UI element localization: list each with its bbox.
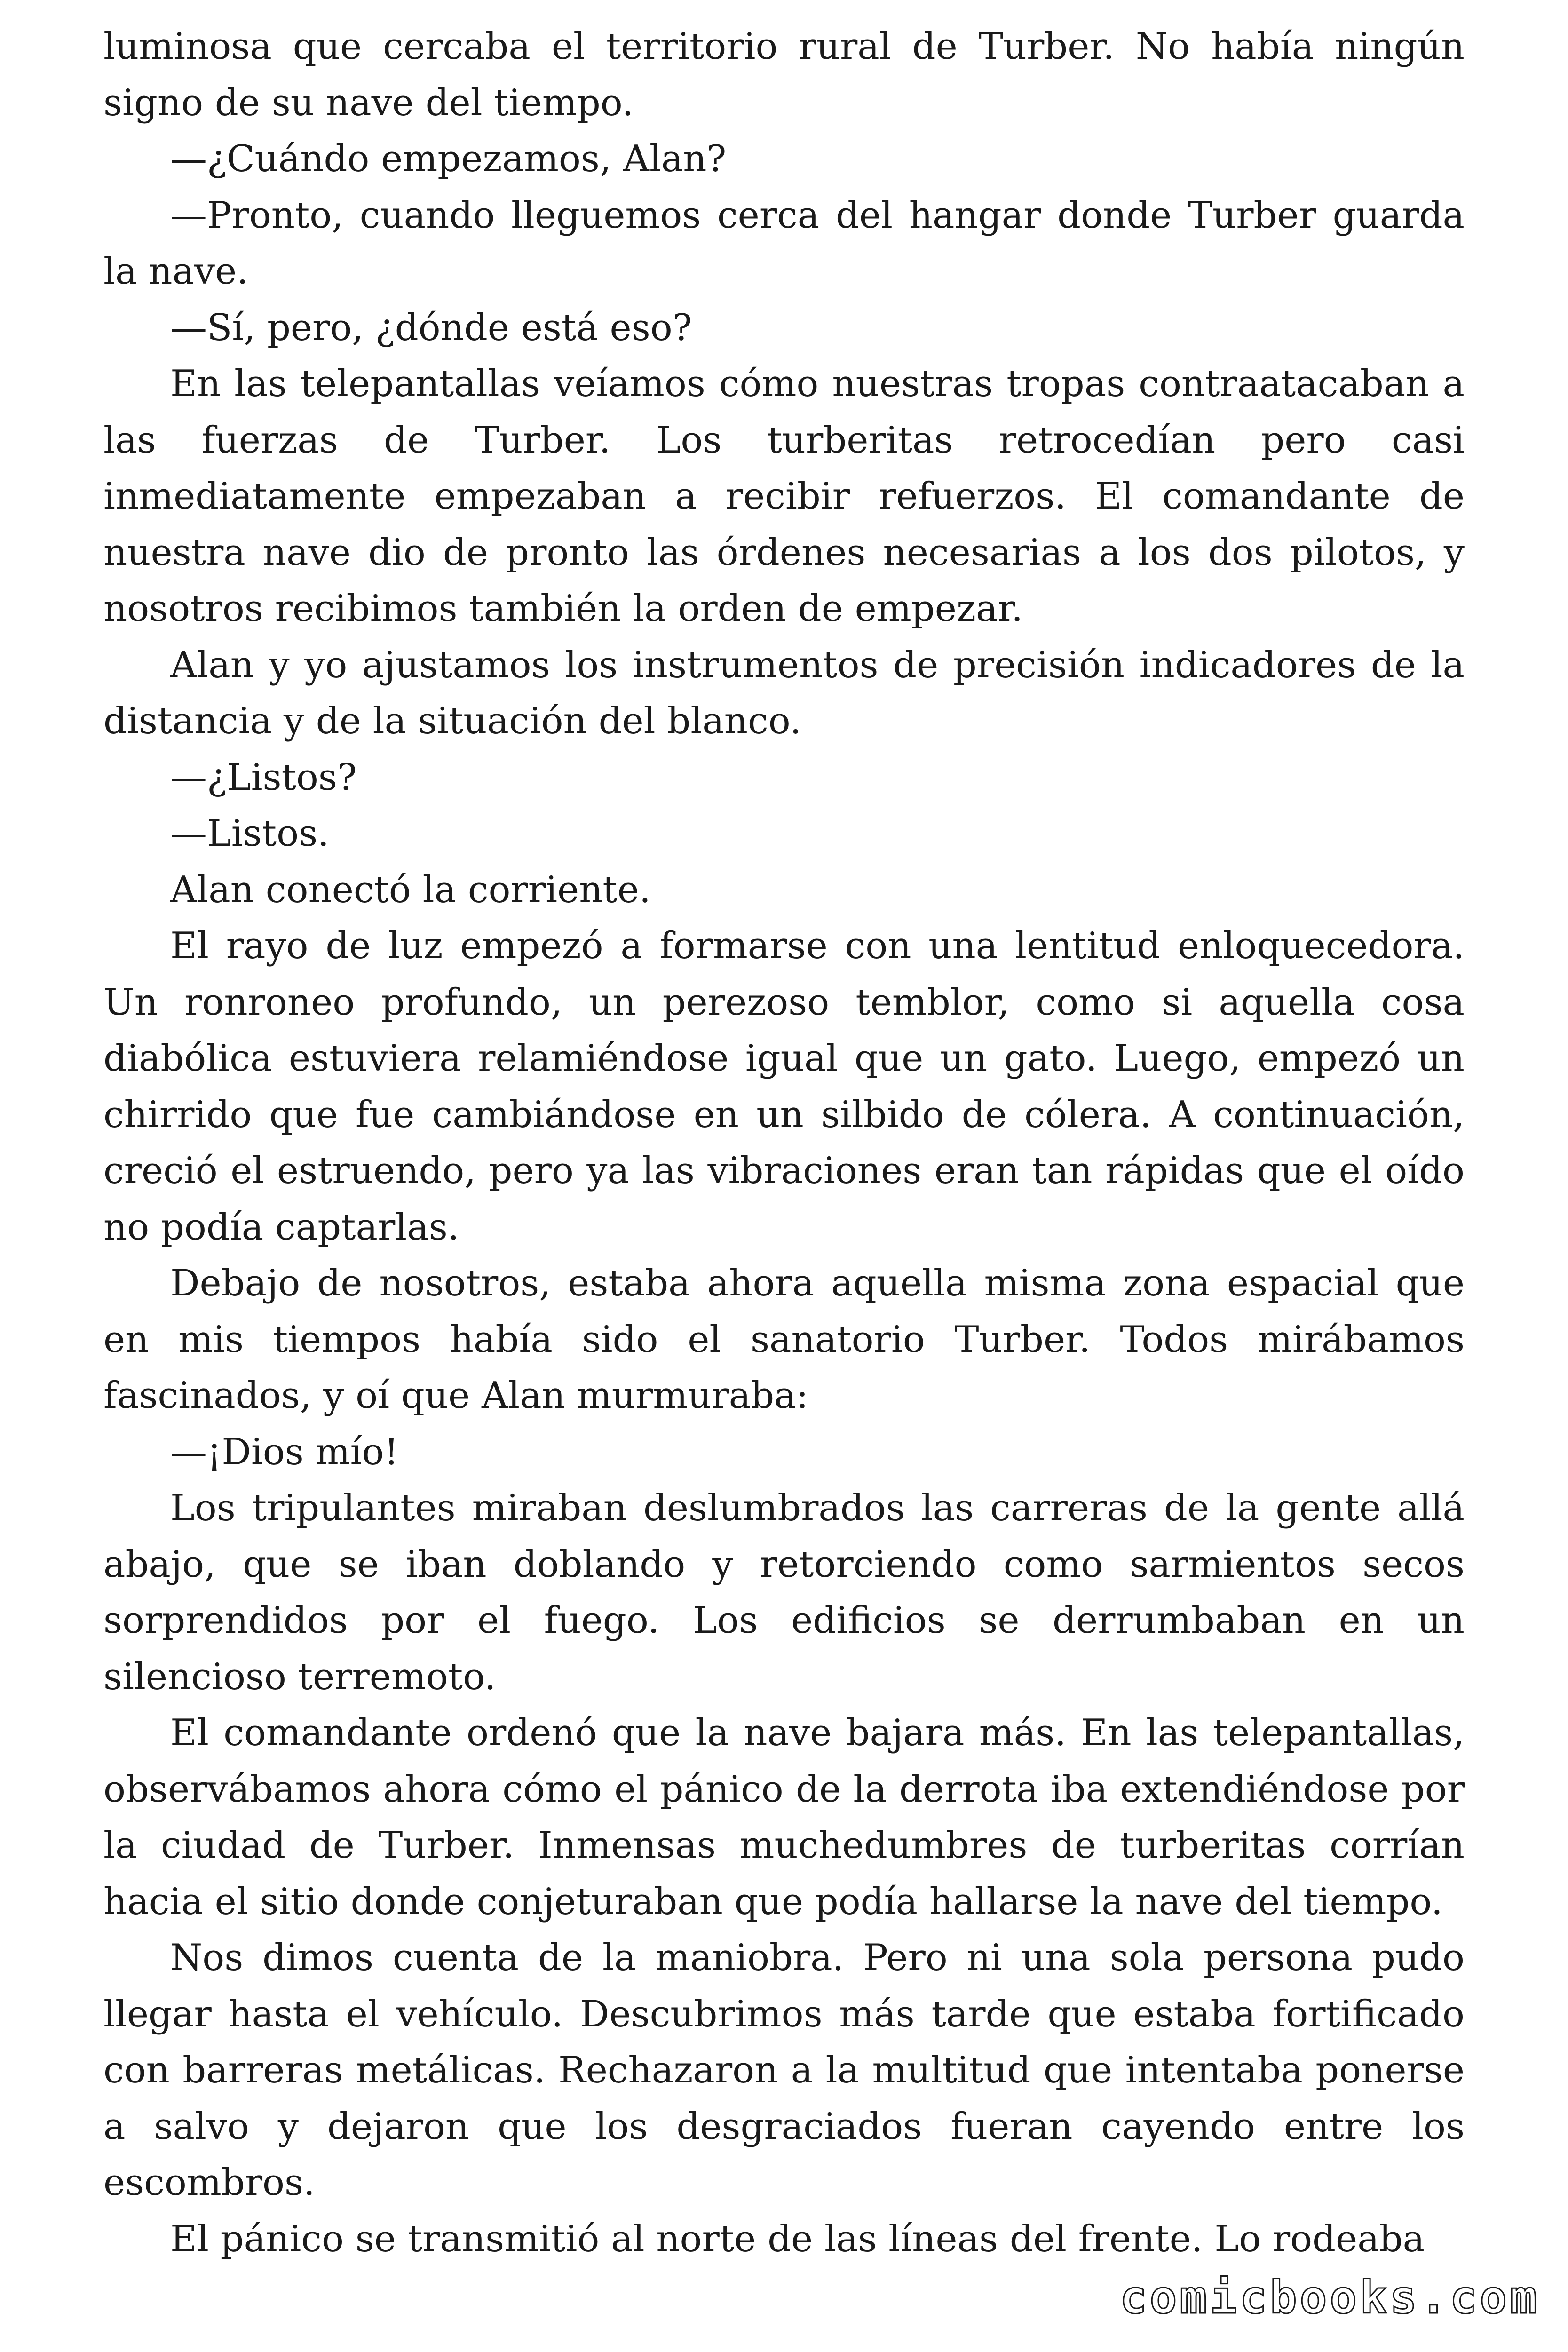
paragraph-11: Debajo de nosotros, estaba ahora aquella misma zona espacial que en mis tiempos había sido el sanatorio Turber. Todos mirábamos fascinados, y oí que Alan murmuraba: — [103, 1262, 1465, 1417]
paragraph-9: Alan conectó la corriente. — [170, 868, 651, 911]
paragraph-15: Nos dimos cuenta de la maniobra. Pero ni una sola persona pudo llegar hasta el vehículo. Descubrimos más tarde que estaba fortificado con barreras metálicas. Rechazaron a la multitud que intentaba ponerse a salvo y dejaron que los desgraciados fueran cayendo entre los escombros. — [103, 1937, 1465, 2204]
paragraph-8: —Listos. — [170, 812, 329, 855]
paragraph-2: —¿Cuándo empezamos, Alan? — [170, 138, 727, 180]
paragraph-16: El pánico se transmitió al norte de las líneas del frente. Lo rodeaba — [170, 2217, 1425, 2260]
paragraph-14: El comandante ordenó que la nave bajara más. En las telepantallas, observábamos ahora cómo el pánico de la derrota iba extendiéndose por la ciudad de Turber. Inmensas muchedumbres de turberitas corrían hacia el sitio donde conjeturaban que podía hallarse la nave del tiempo. — [103, 1712, 1465, 1923]
paragraph-4: —Sí, pero, ¿dónde está eso? — [170, 306, 692, 349]
paragraph-1: luminosa que cercaba el territorio rural de Turber. No había ningún signo de su nave del tiempo. — [103, 25, 1465, 124]
paragraph-10: El rayo de luz empezó a formarse con una lentitud enloquecedora. Un ronroneo profundo, un perezoso temblor, como si aquella cosa diabólica estuviera relamiéndose igual que un gato. Luego, empezó un chirrido que fue cambiándose en un silbido de cólera. A continuación, creció el estruendo, pero ya las vibraciones eran tan rápidas que el oído no podía captarlas. — [103, 925, 1465, 1248]
paragraph-12: —¡Dios mío! — [170, 1430, 399, 1473]
paragraph-7: —¿Listos? — [170, 756, 357, 799]
paragraph-3: —Pronto, cuando lleguemos cerca del hangar donde Turber guarda la nave. — [103, 194, 1465, 293]
watermark: comicbooks.com — [1119, 2271, 1540, 2324]
document-page — [103, 19, 1465, 2267]
paragraph-13: Los tripulantes miraban deslumbrados las carreras de la gente allá abajo, que se iban doblando y retorciendo como sarmientos secos sorprendidos por el fuego. Los edificios se derrumbaban en un silencioso terremoto. — [103, 1487, 1465, 1698]
paragraph-5: En las telepantallas veíamos cómo nuestras tropas contraatacaban a las fuerzas de Turber. Los turberitas retrocedían pero casi inmediatamente empezaban a recibir refuerzos. El comandante de nuestra nave dio de pronto las órdenes necesarias a los dos pilotos, y nosotros recibimos también la orden de empezar. — [103, 363, 1465, 630]
paragraph-6: Alan y yo ajustamos los instrumentos de precisión indicadores de la distancia y de la situación del blanco. — [103, 644, 1465, 742]
